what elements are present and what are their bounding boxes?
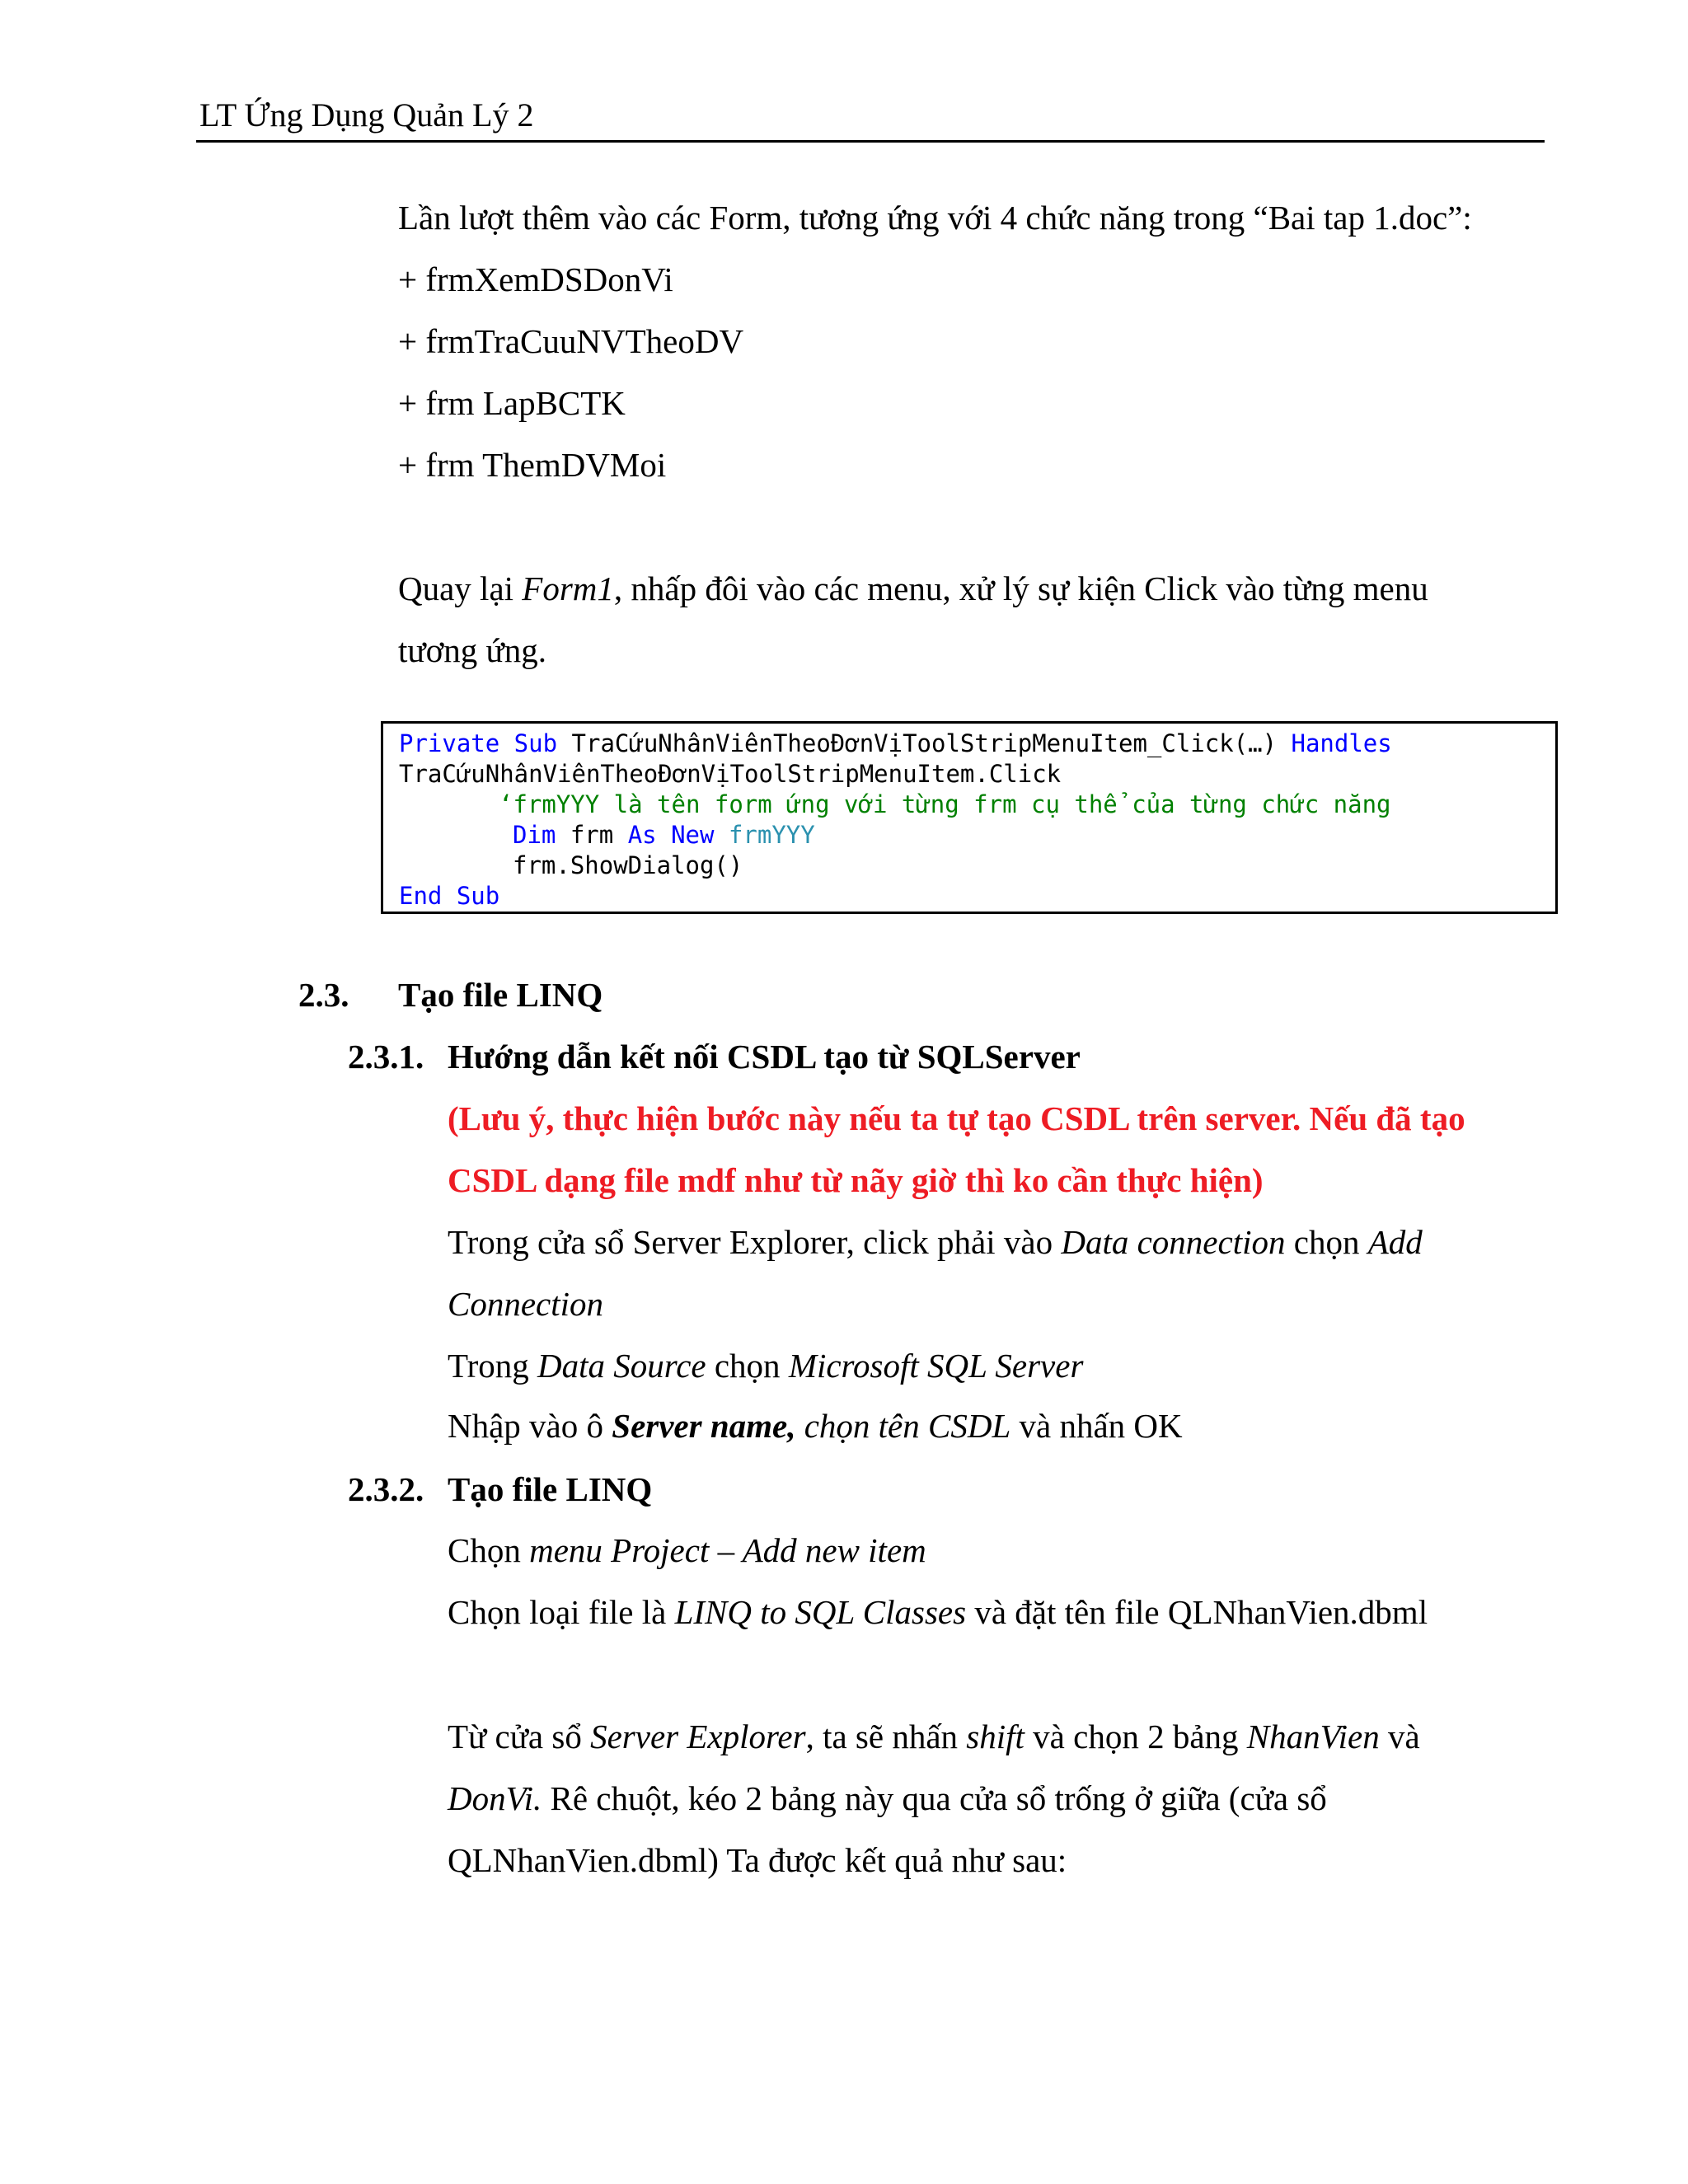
form-item-2: + frmTraCuuNVTheoDV xyxy=(398,322,744,360)
linq-classes-line: Chọn loại file là LINQ to SQL Classes và đặt tên file QLNhanVien.dbml xyxy=(448,1593,1428,1631)
form-item-1: + frmXemDSDonVi xyxy=(398,260,673,298)
data-source-line: Trong Data Source chọn Microsoft SQL Server xyxy=(448,1347,1084,1385)
quay-line-2: tương ứng. xyxy=(398,631,547,669)
drag-tables-line-3: QLNhanVien.dbml) Ta được kết quả như sau: xyxy=(448,1841,1067,1879)
section-2-3-title: Tạo file LINQ xyxy=(398,976,603,1014)
code-line-4: Dim frm As New frmYYY xyxy=(513,821,815,849)
section-2-3-number: 2.3. xyxy=(298,976,349,1014)
server-name-line: Nhập vào ô Server name, chọn tên CSDL và nhấn OK xyxy=(448,1407,1183,1445)
page-header xyxy=(196,92,1545,143)
section-2-3-2-number: 2.3.2. xyxy=(348,1470,424,1508)
code-line-1: Private Sub TraCứuNhânViênTheoĐơnVịToolStripMenuItem_Click(…) Handles xyxy=(399,729,1392,757)
section-2-3-1-number: 2.3.1. xyxy=(348,1038,424,1076)
warning-line-1: (Lưu ý, thực hiện bước này nếu ta tự tạo CSDL trên server. Nếu đã tạo xyxy=(448,1099,1465,1137)
warning-line-2: CSDL dạng file mdf như từ nãy giờ thì ko cần thực hiện) xyxy=(448,1161,1264,1199)
form-item-3: + frm LapBCTK xyxy=(398,384,626,422)
section-2-3-2-title: Tạo file LINQ xyxy=(448,1470,653,1508)
code-comment: ‘frmYYY là tên form ứng với từng frm cụ thể của từng chức năng xyxy=(499,790,1391,818)
drag-tables-line-1: Từ cửa sổ Server Explorer, ta sẽ nhấn shift và chọn 2 bảng NhanVien và xyxy=(448,1718,1420,1755)
menu-project-line: Chọn menu Project – Add new item xyxy=(448,1531,926,1569)
server-explorer-line: Trong cửa sổ Server Explorer, click phải vào Data connection chọn Add xyxy=(448,1223,1423,1261)
code-line-2: TraCứuNhânViênTheoĐơnVịToolStripMenuItem.Click xyxy=(399,760,1062,788)
connection-line: Connection xyxy=(448,1285,604,1323)
header-title: LT Ứng Dụng Quản Lý 2 xyxy=(199,96,534,134)
intro-line: Lần lượt thêm vào các Form, tương ứng với 4 chức năng trong “Bai tap 1.doc”: xyxy=(398,199,1472,237)
code-block xyxy=(381,721,1558,914)
code-line-6: End Sub xyxy=(399,882,500,910)
form-item-4: + frm ThemDVMoi xyxy=(398,446,667,484)
quay-line: Quay lại Form1, nhấp đôi vào các menu, xử lý sự kiện Click vào từng menu xyxy=(398,569,1428,607)
section-2-3-1-title: Hướng dẫn kết nối CSDL tạo từ SQLServer xyxy=(448,1038,1081,1076)
code-line-5: frm.ShowDialog() xyxy=(513,851,743,879)
drag-tables-line-2: DonVi. Rê chuột, kéo 2 bảng này qua cửa sổ trống ở giữa (cửa sổ xyxy=(448,1779,1327,1817)
